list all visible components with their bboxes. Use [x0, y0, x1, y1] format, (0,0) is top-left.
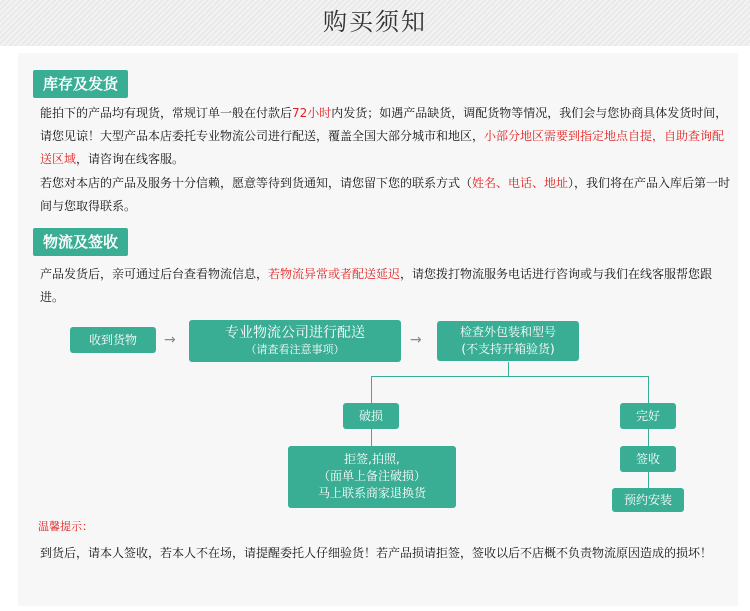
tips-title: 温馨提示：	[38, 520, 93, 533]
logistics-paragraph	[40, 263, 735, 309]
logistics-text-b: ，请您拨打物流服务电话进行咨询或与我们在线客服帮您跟进。	[40, 267, 713, 304]
flow-intact-box: 完好	[620, 403, 676, 429]
stock-text-b: 内发货；如遇产品缺货，调配货物等情况，我们会与您协商具体发货时间，请您见谅！大型产品本店委托专业物流公司进行配送，覆盖全国大部分城市和地区，	[40, 106, 728, 143]
logistics-text-delay: 若物流异常或者配送延迟	[268, 267, 401, 281]
contact-paragraph	[40, 172, 735, 218]
connector-inspect-down	[508, 362, 509, 376]
contact-text-fields: 姓名、电话、地址	[472, 176, 569, 190]
flow-damaged-box: 破损	[343, 403, 399, 429]
page-title: 购买须知	[323, 8, 427, 36]
section-tag-logistics: 物流及签收	[33, 228, 128, 256]
contact-text-a: 若您对本店的产品及服务十分信赖，愿意等待到货通知，请您留下您的联系方式（	[40, 176, 473, 190]
stock-paragraph	[40, 102, 735, 171]
flow-arrow-1: →	[164, 332, 176, 348]
flow-inspect-l2: (不支持开箱验货)	[461, 342, 555, 356]
flow-delivery-box	[189, 320, 401, 362]
flow-arrow-2: →	[410, 332, 422, 348]
connector-to-sign	[648, 429, 649, 446]
flow-refuse-l2: （面单上备注破损）	[317, 469, 426, 483]
connector-to-damaged	[371, 376, 372, 403]
stock-text-72h: 72小时	[292, 106, 332, 120]
connector-to-intact	[648, 376, 649, 403]
stock-text-pickup: 小部分地区需要到指定地点自提，自助查询配送区域	[40, 129, 725, 166]
flow-refuse-l1: 拒签,拍照,	[344, 452, 400, 466]
section-tag-stock: 库存及发货	[33, 70, 128, 98]
flow-install-box: 预约安装	[612, 488, 684, 512]
flow-refuse-box	[288, 446, 456, 508]
stock-text-c: ，请咨询在线客服。	[76, 152, 185, 166]
connector-to-refuse	[371, 429, 372, 446]
flow-sign-box: 签收	[620, 446, 676, 472]
flow-delivery-l2: （请查看注意事项）	[245, 343, 345, 356]
connector-split	[371, 376, 648, 377]
flow-receive-box: 收到货物	[70, 327, 156, 353]
contact-text-b: ），我们将在产品入库后第一时间与您取得联系。	[40, 176, 731, 213]
flow-refuse-l3: 马上联系商家退换货	[317, 486, 426, 500]
tips-text: 到货后，请本人签收，若本人不在场，请提醒委托人仔细验货！若产品损请拒签，签收以后不店概不负责物流原因造成的损坏！	[40, 546, 713, 560]
connector-to-install	[648, 472, 649, 488]
logistics-text-a: 产品发货后，亲可通过后台查看物流信息，	[40, 267, 269, 281]
flow-inspect-l1: 检查外包装和型号	[459, 325, 556, 339]
flow-delivery-l1: 专业物流公司进行配送	[225, 325, 365, 341]
stock-text-a: 能拍下的产品均有现货，常规订单一般在付款后	[40, 106, 293, 120]
flow-inspect-box	[437, 321, 579, 361]
